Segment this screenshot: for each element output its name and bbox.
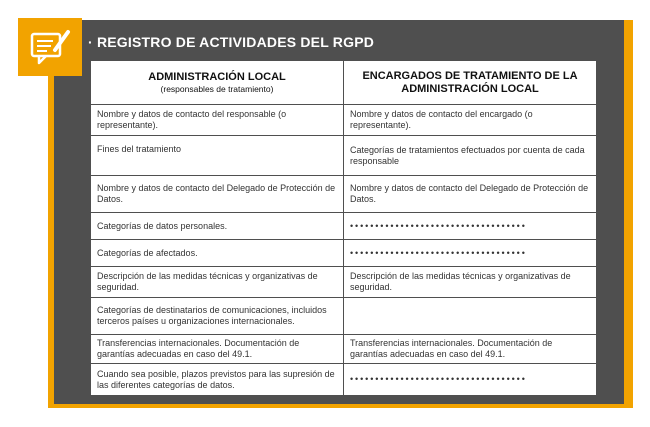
- registry-table: [90, 60, 597, 396]
- table-cell-right: Transferencias internacionales. Documentación de garantías adecuadas en caso del 49.1.: [344, 335, 597, 364]
- accent-stripe-right: [624, 20, 633, 407]
- table-cell-left: Categorías de afectados.: [91, 240, 344, 267]
- table-cell-right: [344, 298, 597, 335]
- table-cell-left: Categorías de datos personales.: [91, 213, 344, 240]
- table-row: [91, 176, 597, 213]
- dotted-placeholder: •••••••••••••••••••••••••••••••••••: [350, 220, 527, 231]
- table-cell-left: Nombre y datos de contacto del Delegado de Protección de Datos.: [91, 176, 344, 213]
- accent-stripe-bottom: [48, 404, 633, 408]
- table-row: [91, 240, 597, 267]
- table-cell-left: Nombre y datos de contacto del responsable (o representante).: [91, 105, 344, 136]
- table-cell-right: Nombre y datos de contacto del Delegado de Protección de Datos.: [344, 176, 597, 213]
- table-cell-right: [344, 364, 597, 396]
- accent-stripe-left: [48, 20, 54, 407]
- column-header-left: [91, 61, 344, 105]
- table-cell-right: [344, 240, 597, 267]
- table-cell-right: Categorías de tratamientos efectuados por cuenta de cada responsable: [344, 136, 597, 176]
- column-header-right: [344, 61, 597, 105]
- table-cell-left: Descripción de las medidas técnicas y organizativas de seguridad.: [91, 267, 344, 298]
- table-row: [91, 213, 597, 240]
- document-edit-icon: [18, 18, 82, 76]
- table-cell-right: Nombre y datos de contacto del encargado (o representante).: [344, 105, 597, 136]
- dotted-placeholder: •••••••••••••••••••••••••••••••••••: [350, 247, 527, 258]
- column-header-right-title: ENCARGADOS DE TRATAMIENTO DE LA ADMINISTRACIÓN LOCAL: [362, 69, 578, 95]
- table-cell-right: Descripción de las medidas técnicas y organizativas de seguridad.: [344, 267, 597, 298]
- table-cell-left: Cuando sea posible, plazos previstos para las supresión de las diferentes categorías de datos.: [91, 364, 344, 396]
- table-header-row: [91, 61, 597, 105]
- table-cell-left: Transferencias internacionales. Documentación de garantías adecuadas en caso del 49.1.: [91, 335, 344, 364]
- table-cell-right: [344, 213, 597, 240]
- table-row: [91, 267, 597, 298]
- column-header-left-title: ADMINISTRACIÓN LOCAL: [148, 71, 286, 83]
- table-row: [91, 335, 597, 364]
- table-row: [91, 136, 597, 176]
- table-cell-left: Fines del tratamiento: [91, 136, 344, 176]
- dotted-placeholder: •••••••••••••••••••••••••••••••••••: [350, 374, 527, 384]
- table-row: [91, 364, 597, 396]
- table-row: [91, 298, 597, 335]
- table-cell-left: Categorías de destinatarios de comunicaciones, incluidos terceros países u organizaciones internacionales.: [91, 298, 344, 335]
- column-header-left-subtitle: (responsables de tratamiento): [160, 84, 274, 94]
- table-row: [91, 105, 597, 136]
- page-title: · REGISTRO DE ACTIVIDADES DEL RGPD: [88, 34, 375, 50]
